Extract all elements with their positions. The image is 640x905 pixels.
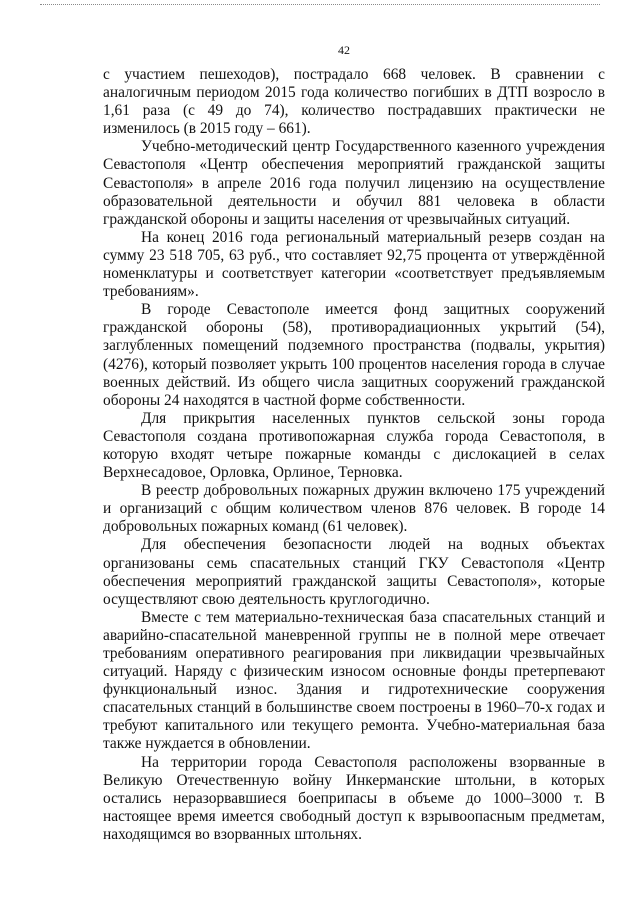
paragraph-rescue-base-condition: Вместе с тем материально-техническая база спасательных станций и аварийно-спасательной маневренной группы не в полной мере отвечает требованиям оперативного реагирования при ликвидации чрезвычайных ситуаций. Наряду с физическим износом основные фонды претерпевают функциональный износ. Здания и гидротехнические сооружения спасательных станций в большинстве своем построены в 1960–70-х годах и требуют капитального или текущего ремонта. Учебно-материальная база также нуждается в обновлении. [103,608,605,753]
paragraph-material-reserve: На конец 2016 года региональный материальный резерв создан на сумму 23 518 705, 63 руб., что составляет 92,75 процента от утверждённой номенклатуры и соответствует категории «соответствует предъявляемым требованиям». [103,228,605,301]
paragraph-volunteer-fire-brigades: В реестр добровольных пожарных дружин включено 175 учреждений и организаций с общим количеством членов 876 человек. В городе 14 добровольных пожарных команд (61 человек). [103,482,605,536]
page-number: 42 [338,43,350,57]
paragraph-continuation-traffic-stats: с участием пешеходов), пострадало 668 человек. В сравнении с аналогичным периодом 2015 года количество погибших в ДТП возросло в 1,61 раза (с 49 до 74), количество пострадавших практически не изменилось (в 2015 году – 661). [103,66,605,138]
paragraph-fire-service: Для прикрытия населенных пунктов сельской зоны города Севастополя создана противопожарная служба города Севастополя, в которую входят четыре пожарные команды с дислокацией в селах Верхнесадовое, Орловка, Орлиное, Терновка. [103,409,605,482]
document-body [103,66,605,844]
paragraph-protective-structures: В городе Севастополе имеется фонд защитных сооружений гражданской обороны (58), противорадиационных укрытий (54), заглубленных помещений подземного пространства (подвалы, укрытия) (4276), который позволяет укрыть 100 процентов населения города в случае военных действий. Из общего числа защитных сооружений гражданской обороны 24 находятся в частной форме собственности. [103,301,605,409]
scan-edge-line [40,4,600,5]
paragraph-training-center: Учебно-методический центр Государственного казенного учреждения Севастополя «Центр обеспечения мероприятий гражданской защиты Севастополя» в апреле 2016 года получил лицензию на осуществление образовательной деятельности и обучил 881 человека в области гражданской обороны и защиты населения от чрезвычайных ситуаций. [103,138,605,228]
paragraph-rescue-stations: Для обеспечения безопасности людей на водных объектах организованы семь спасательных станций ГКУ Севастополя «Центр обеспечения мероприятий гражданской защиты Севастополя», которые осуществляют свою деятельность круглогодично. [103,536,605,608]
paragraph-inkerman-adits: На территории города Севастополя расположены взорванные в Великую Отечественную войну Инкерманские штольни, в которых остались неразорвавшиеся боеприпасы в объеме до 1000–3000 т. В настоящее время имеется свободный доступ к взрывоопасным предметам, находящимся во взорванных штольнях. [103,753,605,843]
